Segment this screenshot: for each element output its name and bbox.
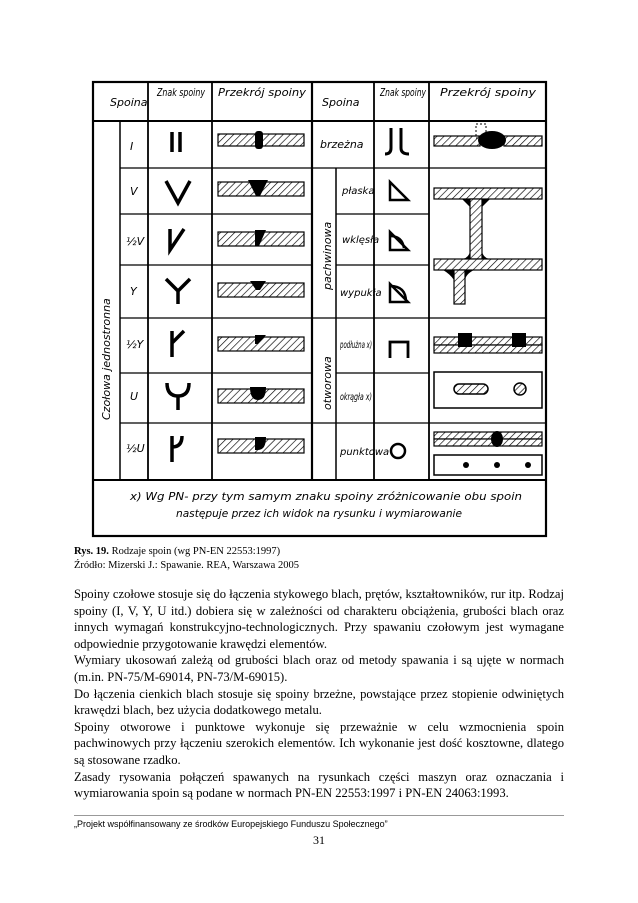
weld-symbol-otworowa-icon <box>390 342 408 358</box>
cross-section-half-v-icon <box>218 230 304 246</box>
cross-section-half-y-icon <box>218 335 304 351</box>
row-label-y: Y <box>130 285 137 298</box>
row-label-podluzna: podłużna x) <box>339 340 372 351</box>
paragraph: Zasady rysowania połączeń spawanych na rysunkach części maszyn oraz oznaczania i wymiarowania spoin są podane w normach PN-EN 22553:1997 i PN-EN 24063:1993. <box>74 769 564 801</box>
cross-section-brzezna-icon <box>434 124 542 149</box>
group-label-pachwinowa: pachwinowa <box>321 221 334 290</box>
cross-section-punktowa-icon <box>434 431 542 475</box>
weld-symbol-half-y-icon <box>172 331 184 357</box>
row-label-brzezna: brzeżna <box>320 138 364 151</box>
header-right-znak: Znak spoiny <box>379 86 427 99</box>
row-label-punktowa: punktowa <box>340 447 390 458</box>
footer-divider <box>74 815 564 816</box>
cross-section-fillet-welds-icon <box>434 188 542 304</box>
page-number: 31 <box>313 833 325 847</box>
weld-symbol-punktowa-icon <box>391 444 405 458</box>
body-text <box>74 586 564 802</box>
row-label-half-u: ½U <box>126 442 145 455</box>
row-label-half-v: ½V <box>126 235 145 248</box>
header-right-przekroj: Przekrój spoiny <box>440 86 537 99</box>
row-label-plaska: płaska <box>342 186 375 197</box>
caption-title: Rodzaje spoin (wg PN-EN 22553:1997) <box>111 546 281 557</box>
header-left-znak: Znak spoiny <box>156 86 206 99</box>
weld-symbol-half-v-icon <box>170 229 184 250</box>
footer-note: „Projekt współfinansowany ze środków Europejskiego Funduszu Społecznego” <box>74 819 388 829</box>
weld-symbol-brzezna-icon <box>385 128 409 154</box>
paragraph: Spoiny czołowe stosuje się do łączenia stykowego blach, prętów, kształtowników, rur itp. Rodzaj spoiny (I, V, Y, U itd.) dobiera się w zależności od charakteru obciążenia, grubości blach oraz innych wymagań konstrukcyjno-technologicznych. Przy spawaniu czołowym jest wymagane odpowiednie przygotowanie krawędzi elementów. <box>74 587 564 651</box>
figure-footnote: x) Wg PN- przy tym samym znaku spoiny zróżnicowanie obu spoin następuje przez ich widok na rysunku i wymiarowanie <box>128 490 523 520</box>
header-right-spoina: Spoina <box>322 96 360 109</box>
weld-symbol-wklesla-icon <box>390 232 408 250</box>
row-label-wypukla: wypukła <box>340 288 382 299</box>
header-left-przekroj: Przekrój spoiny <box>218 86 307 99</box>
group-label-czolowa: Czołowa jednostronna <box>100 298 113 420</box>
caption-source: Źródło: Mizerski J.: Spawanie. REA, Warszawa 2005 <box>74 559 299 571</box>
weld-symbol-wypukla-icon <box>390 284 408 302</box>
cross-section-y-icon <box>218 281 304 297</box>
cross-section-half-u-icon <box>218 437 304 453</box>
weld-symbol-v-icon <box>166 181 190 203</box>
cross-section-v-icon <box>218 180 304 196</box>
paragraph: Wymiary ukosowań zależą od grubości blach oraz od metody spawania i są ujęte w normach (m.in. PN-75/M-69014, PN-73/M-69015). <box>74 653 564 684</box>
weld-symbol-u-icon <box>167 383 189 410</box>
row-label-half-y: ½Y <box>126 338 144 351</box>
caption-label: Rys. 19. <box>74 546 109 557</box>
cross-section-u-icon <box>218 387 304 403</box>
weld-symbol-y-icon <box>166 279 190 304</box>
figure-caption <box>74 545 564 572</box>
weld-symbol-i-icon <box>172 132 180 152</box>
header-left-spoina: Spoina <box>110 96 148 109</box>
row-label-u: U <box>130 390 139 403</box>
paragraph: Spoiny otworowe i punktowe wykonuje się przeważnie w celu wzmocnienia spoin pachwinowych przy łączeniu szerokich elementów. Ich wykonanie jest dość kosztowne, dlatego są stosowane rzadko. <box>74 719 564 767</box>
weld-symbol-plaska-icon <box>390 182 408 200</box>
cross-section-i-icon <box>218 131 304 149</box>
row-label-v: V <box>130 185 138 198</box>
row-label-okragla: okrągła x) <box>340 392 372 403</box>
row-label-wklesla: wklęsła <box>342 235 380 246</box>
row-label-i: I <box>130 140 134 153</box>
weld-symbol-half-u-icon <box>172 436 182 462</box>
paragraph: Do łączenia cienkich blach stosuje się spoiny brzeżne, powstające przez stopienie odwiniętych krawędzi blach, bez użycia dodatkowego metalu. <box>74 686 564 718</box>
cross-section-otworowa-icon <box>434 333 542 408</box>
group-label-otworowa: otworowa <box>321 356 334 410</box>
